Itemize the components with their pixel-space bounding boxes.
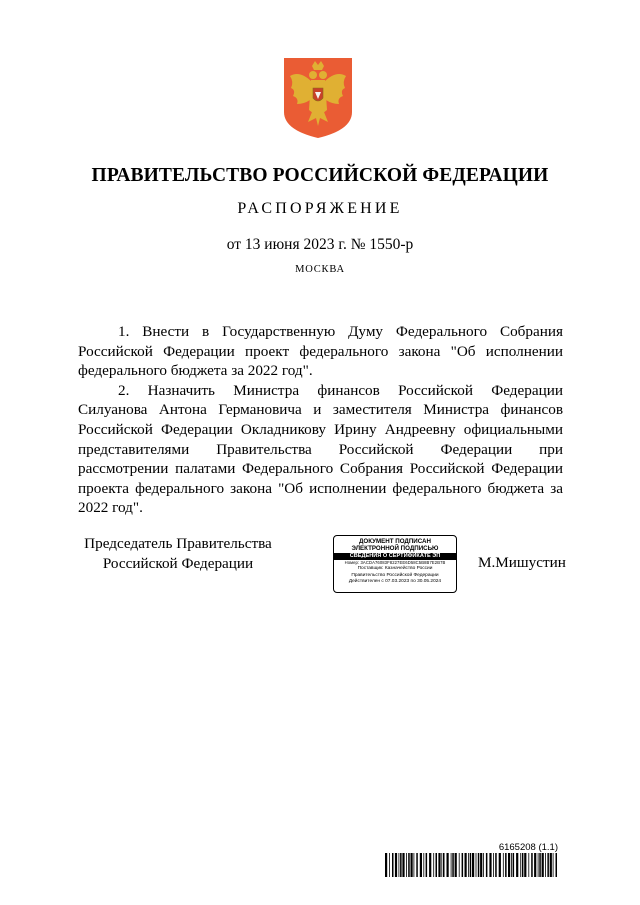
stamp-line2: ЭЛЕКТРОННОЙ ПОДПИСЬЮ [351,545,439,552]
barcode-icon [385,853,561,877]
document-body [78,322,563,518]
stamp-line1: ДОКУМЕНТ ПОДПИСАН [359,538,431,545]
signatory-position [78,534,278,573]
e-signature-stamp [333,535,457,593]
stamp-validity: Действителен с 07.03.2023 по 30.05.2024 [348,579,442,585]
coat-of-arms-icon [282,56,354,140]
signatory-name: М.Мишустин [478,554,566,571]
org-title: ПРАВИТЕЛЬСТВО РОССИЙСКОЙ ФЕДЕРАЦИИ [91,165,549,186]
stamp-owner: Правительство Российской Федерации [351,572,439,578]
stamp-serial: Номер: 3ACDA76083F8227EE6D58C5B8B7E2B7B [344,560,446,565]
signatory-position-line1: Председатель Правительства [84,535,272,552]
stamp-issuer: Поставщик: Казначейство России [357,566,433,572]
stamp-banner: СВЕДЕНИЯ О СЕРТИФИКАТЕ ЭП [334,553,456,560]
paragraph-1: 1. Внести в Государственную Думу Федерального Собрания Российской Федерации проект федерального закона "Об исполнении федерального бюджета за 2022 год". [78,323,563,380]
document-type: РАСПОРЯЖЕНИЕ [237,200,403,217]
document-date-number: от 13 июня 2023 г. № 1550-р [226,236,414,253]
paragraph-2: 2. Назначить Министра финансов Российской Федерации Силуанова Антона Германовича и заместителя Министра финансов Российской Федерации Окладникову Ирину Андреевну официальными представителями Правительства Российской Федерации при рассмотрении палатами Федерального Собрания Российской Федерации проекта федерального закона "Об исполнении федерального бюджета за 2022 год". [78,381,563,517]
document-city: МОСКВА [295,264,345,275]
signatory-position-line2: Российской Федерации [102,554,254,572]
document-id: 6165208 (1.1) [498,842,558,853]
